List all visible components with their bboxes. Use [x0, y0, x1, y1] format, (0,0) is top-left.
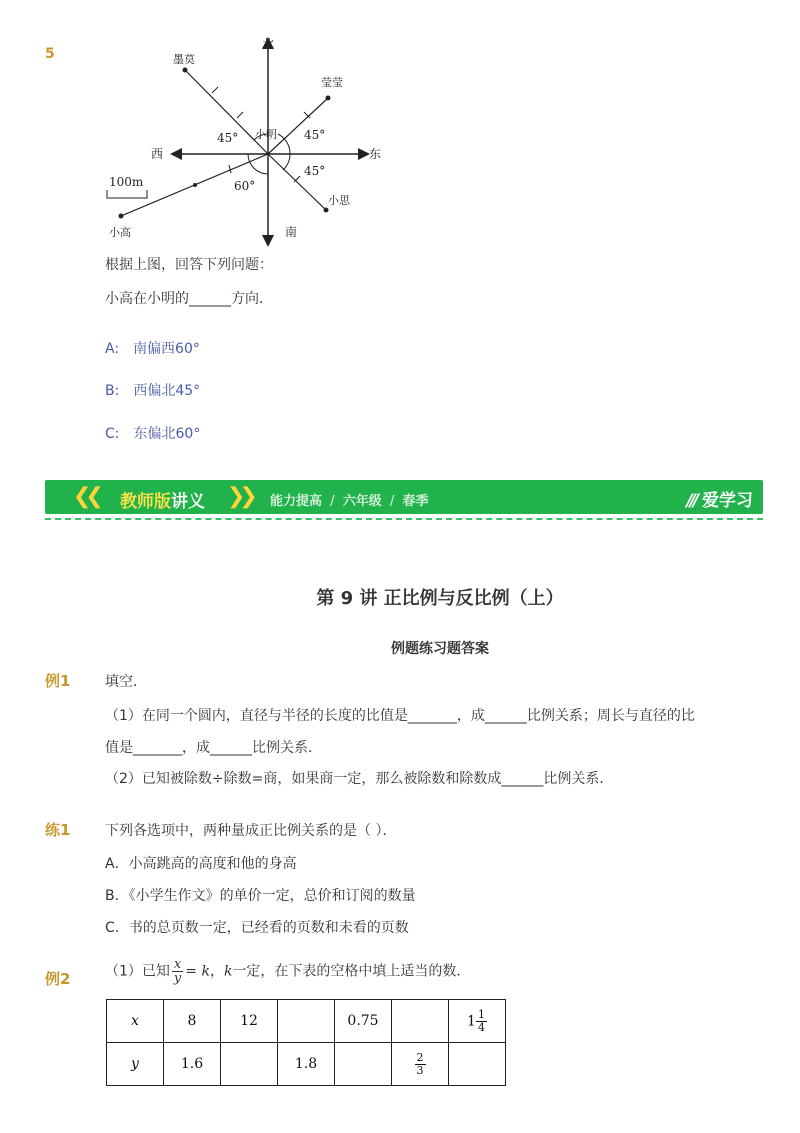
option-letter: B:: [105, 383, 120, 399]
table-cell[interactable]: [278, 1000, 335, 1043]
table-cell: 0.75: [335, 1000, 392, 1043]
tick-point-xiaogao: [193, 183, 197, 187]
label-west: 西: [151, 147, 164, 161]
option-text: 西偏北45°: [133, 383, 201, 399]
question-prompt: 根据上图，回答下列问题：: [105, 257, 273, 273]
point-yingying: [326, 96, 331, 101]
table-cell[interactable]: [221, 1043, 278, 1086]
angle-label-ne: 45°: [304, 128, 326, 142]
practice-1-option-b[interactable]: B．《小学生作文》的单价一定，总价和订阅的数量: [105, 888, 416, 904]
angle-arc-sw: [248, 154, 268, 174]
banner-divider: [45, 518, 763, 520]
logo-bars-icon: ///: [686, 491, 696, 511]
option-letter: A:: [105, 341, 120, 357]
example-1-label: 例1: [45, 672, 71, 690]
table-cell: 8: [164, 1000, 221, 1043]
question-stem: 小高在小明的______方向．: [105, 291, 273, 307]
table-cell: x: [107, 1000, 164, 1043]
table-cell[interactable]: [335, 1043, 392, 1086]
practice-1-option-a[interactable]: A．小高跳高的高度和他的身高: [105, 856, 297, 872]
ray-xiaosi: [268, 154, 326, 210]
table-cell: 1.8: [278, 1043, 335, 1086]
example-1-q1-line2: 值是_______，成______比例关系．: [105, 740, 322, 756]
label-south: 南: [285, 225, 298, 239]
label-moying: 墨莫: [173, 53, 195, 66]
table-cell: 12: [221, 1000, 278, 1043]
example-1-intro: 填空．: [105, 674, 147, 690]
practice-1-label: 练1: [45, 821, 71, 839]
practice-1-intro: 下列各选项中，两种量成正比例关系的是（ ）．: [105, 823, 397, 839]
question-number: 5: [45, 46, 55, 62]
banner-title: 教师版讲义: [120, 492, 205, 512]
table-cell-mixed-fraction: 1 $\frac{1}{4}$: [449, 1000, 506, 1043]
compass-diagram: [95, 30, 395, 255]
example-1-q2: （2）已知被除数÷除数=商，如果商一定，那么被除数和除数成______比例关系．: [105, 771, 614, 787]
angle-arc-se: [283, 154, 290, 170]
page-subtitle: 例题练习题答案: [391, 641, 489, 657]
option-c[interactable]: [105, 423, 200, 443]
practice-1-option-c[interactable]: C．书的总页数一定，已经看的页数和未看的页数: [105, 920, 409, 936]
example-1-q1-line1: （1）在同一个圆内，直径与半径的长度的比值是_______，成______比例关系；周长与直径的比: [105, 708, 695, 724]
point-xiaogao: [119, 214, 124, 219]
label-xiaogao: 小高: [109, 226, 131, 239]
ray-yingying: [268, 98, 328, 154]
option-a[interactable]: [105, 338, 200, 358]
scale-bar: [107, 190, 147, 198]
example-2-statement: （1）已知 $\frac{x}{y}$ = k，k一定，在下表的空格中填上适当的数．: [105, 957, 471, 986]
label-yingying: 莹莹: [321, 76, 343, 89]
option-text: 南偏西60°: [133, 341, 200, 357]
option-text: 东偏北60°: [133, 426, 201, 442]
option-b[interactable]: [105, 380, 200, 400]
example-2-label: 例2: [45, 970, 71, 988]
table-cell[interactable]: [392, 1000, 449, 1043]
angle-label-se: 45°: [304, 164, 326, 178]
proportion-table: [106, 999, 506, 1086]
table-cell: 1.6: [164, 1043, 221, 1086]
label-east: 东: [369, 147, 382, 161]
page-title: 第 9 讲 正比例与反比例（上）: [316, 588, 564, 609]
option-letter: C:: [105, 426, 120, 442]
brand-logo: /// 爱学习: [686, 491, 753, 511]
fraction-x-over-y: $\frac{x}{y}$: [173, 957, 182, 986]
table-row-x: [107, 1000, 506, 1043]
point-moying: [183, 68, 188, 73]
chevron-right-icon: ❯❯: [227, 484, 252, 509]
point-xiaosi: [324, 208, 329, 213]
angle-label-nw: 45°: [217, 131, 239, 145]
table-cell: y: [107, 1043, 164, 1086]
label-center: 小明: [255, 128, 277, 141]
chevron-left-icon: ❮❮: [73, 484, 98, 509]
angle-label-sw: 60°: [234, 179, 256, 193]
angle-arc-ne: [278, 134, 290, 154]
label-xiaosi: 小思: [328, 194, 350, 207]
header-banner: [45, 480, 763, 514]
breadcrumb: 能力提高 / 六年级 / 春季: [270, 494, 429, 509]
table-row-y: [107, 1043, 506, 1086]
table-cell[interactable]: [449, 1043, 506, 1086]
scale-label: 100m: [109, 175, 144, 189]
label-north: 北: [262, 37, 275, 51]
table-cell-fraction: $\frac{2}{3}$: [392, 1043, 449, 1086]
